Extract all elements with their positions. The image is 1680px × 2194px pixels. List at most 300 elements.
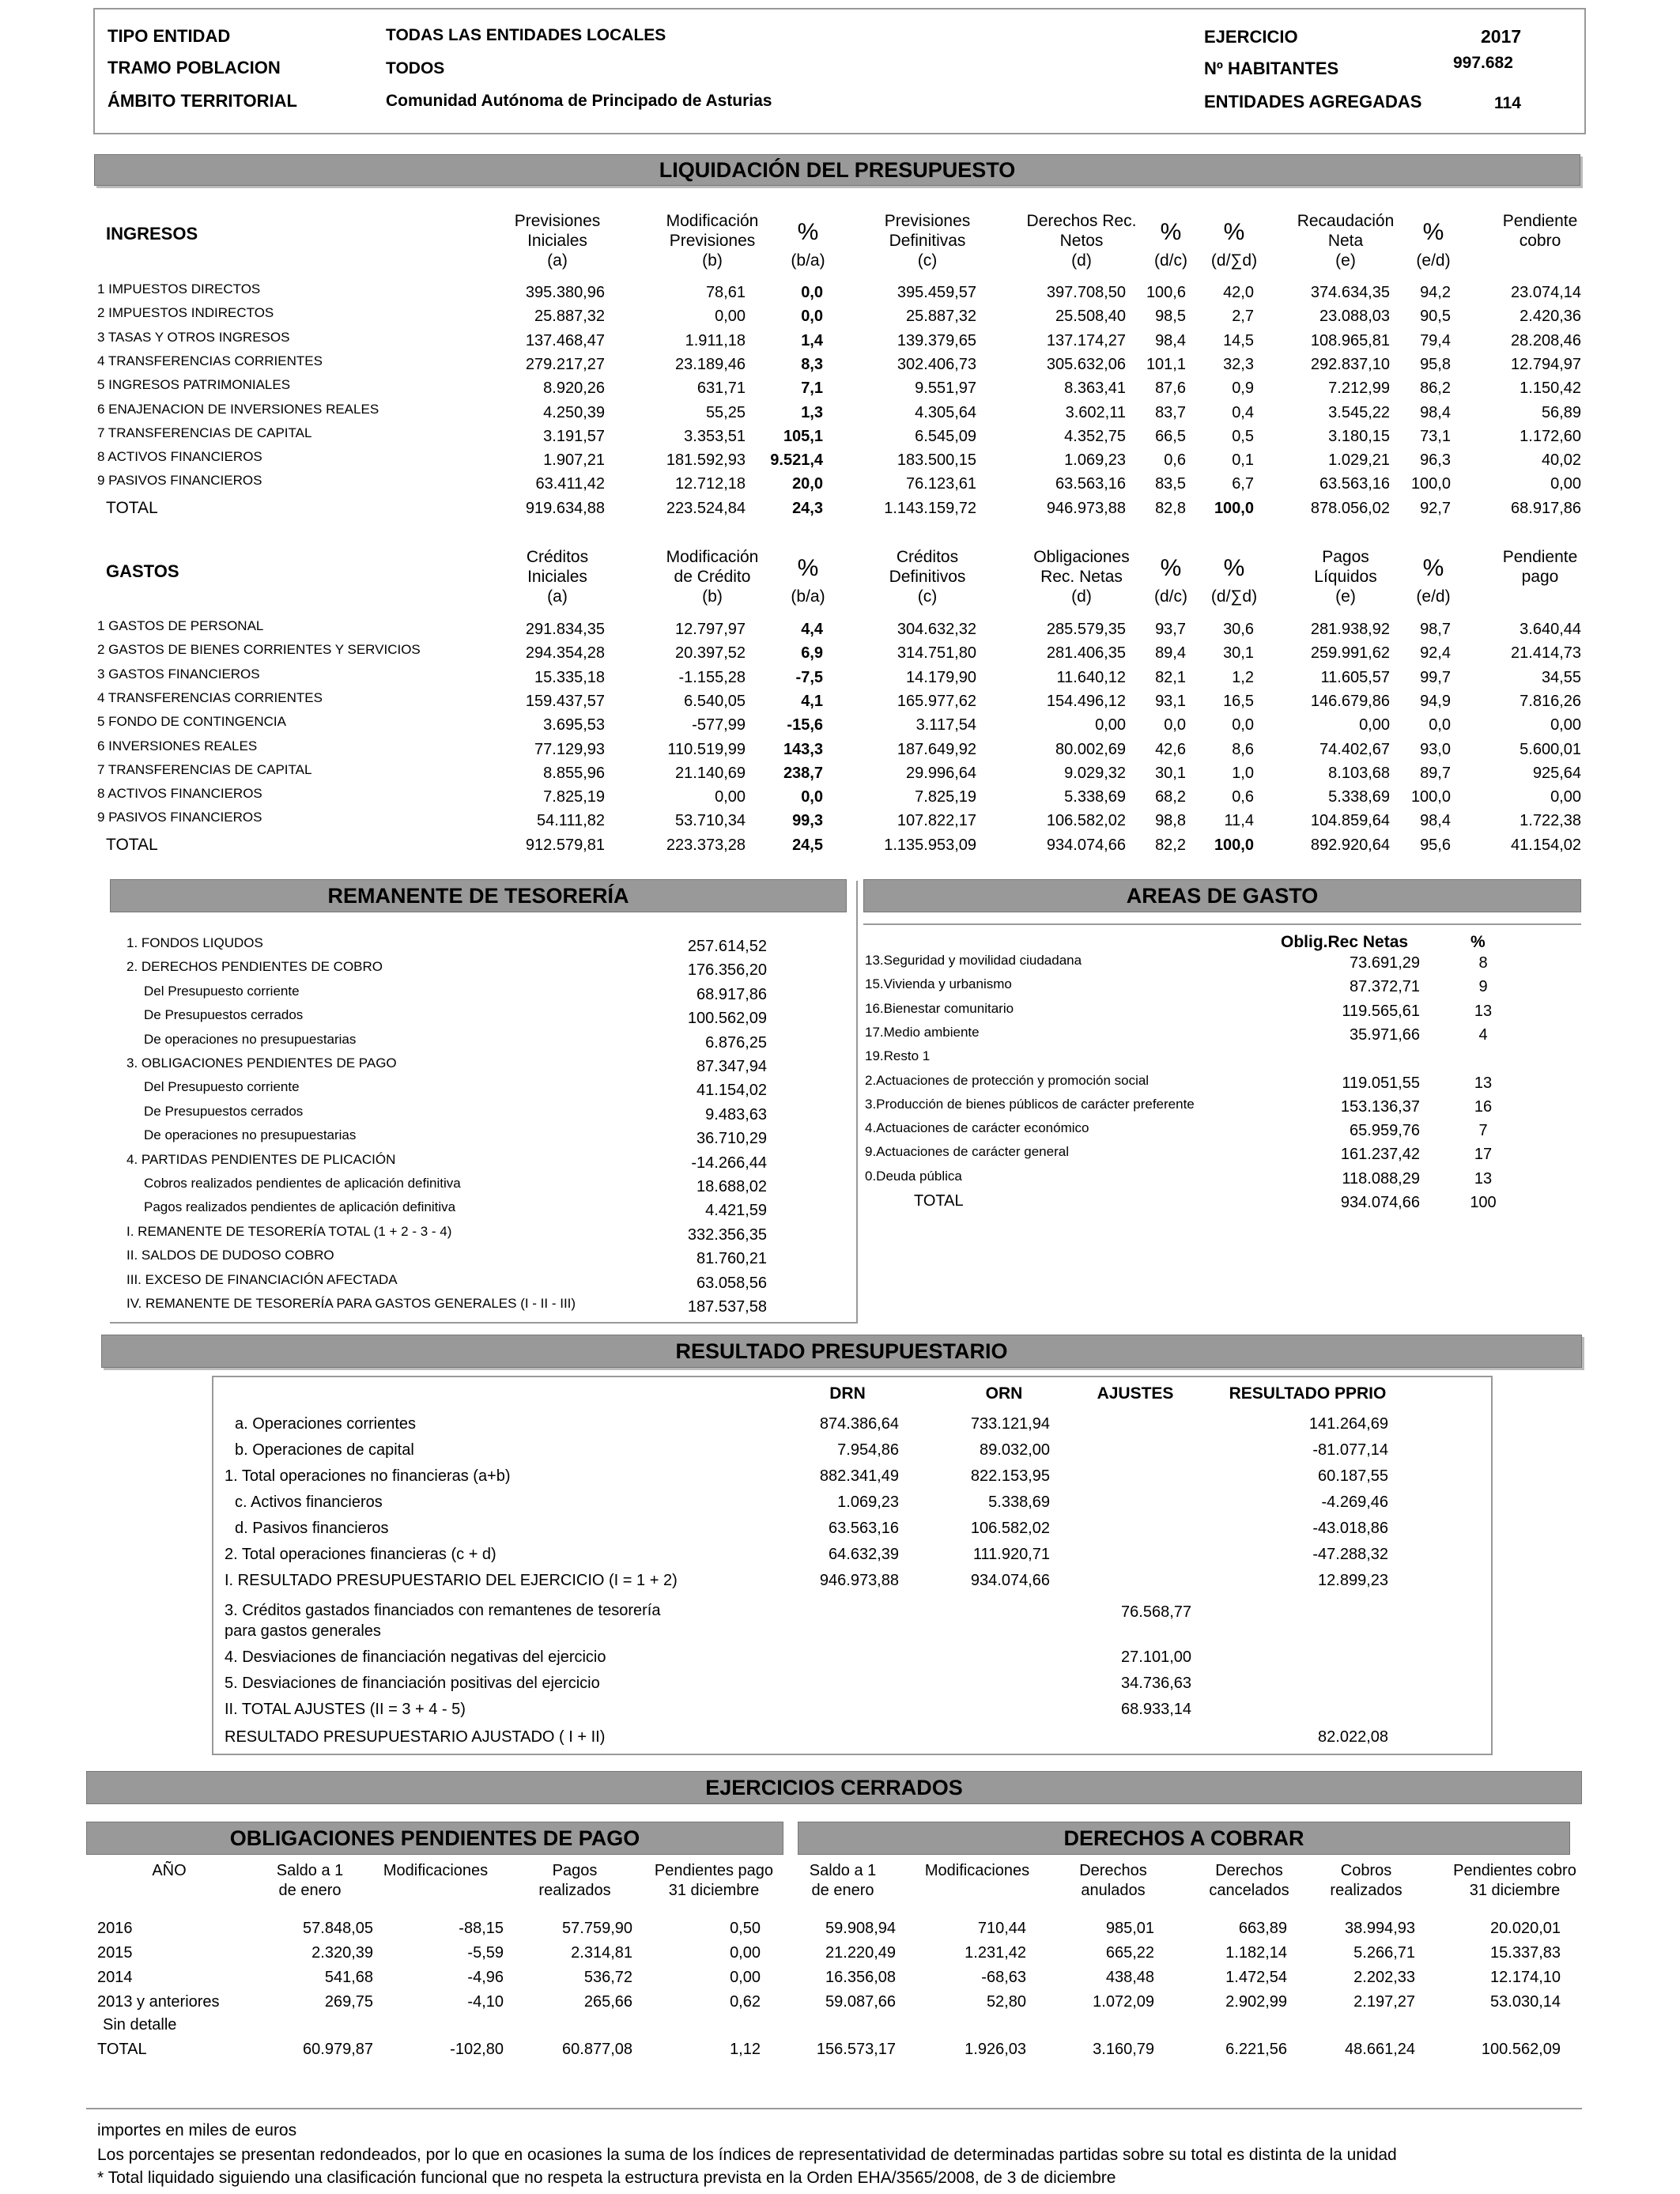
row-value: 0,00 [1550, 788, 1581, 806]
ingresos-col-0-code: (a) [547, 251, 568, 270]
remanente-value: 63.058,56 [697, 1274, 767, 1292]
gastos-col-0-title: Créditos [526, 548, 589, 566]
row-value: 6.545,09 [915, 427, 976, 445]
row-concept: 7 TRANSFERENCIAS DE CAPITAL [97, 425, 312, 440]
remanente-value: 36.710,29 [697, 1130, 767, 1148]
resultado-drn: 946.973,88 [819, 1572, 899, 1589]
row-value: 79,4 [1420, 331, 1451, 349]
row-value: 4,4 [801, 621, 823, 638]
row-value: 76.123,61 [906, 475, 976, 493]
row-value: 281.406,35 [1046, 644, 1126, 663]
row-value: 28.208,46 [1511, 331, 1581, 349]
row-value: 6,7 [1232, 475, 1254, 493]
row-value: 98,4 [1155, 331, 1186, 349]
gastos-col-5-code: (d/c) [1154, 587, 1187, 606]
row-value: 4.352,75 [1064, 427, 1126, 445]
row-value: 54.111,82 [536, 812, 605, 830]
table-row [0, 810, 1680, 833]
ingresos-col-3-code: (c) [917, 251, 938, 270]
total-value: 223.373,28 [666, 836, 746, 854]
row-value: 30,1 [1155, 764, 1186, 782]
resultado-title: RESULTADO PRESUPUESTARIO [101, 1335, 1582, 1368]
cerrados-value: 38.994,93 [1345, 1920, 1415, 1937]
cerrados-row [0, 1944, 1680, 1968]
row-value: 66,5 [1155, 427, 1186, 445]
row-value: 1,3 [801, 403, 823, 421]
cerrados-total-value: 3.160,79 [1093, 2041, 1154, 2058]
area-row [0, 1097, 1680, 1120]
row-value: 291.834,35 [525, 621, 605, 638]
row-value: 11,4 [1224, 812, 1254, 830]
area-label: 0.Deuda pública [865, 1168, 962, 1184]
area-row [0, 1169, 1680, 1192]
row-value: 137.174,27 [1046, 331, 1126, 349]
remanente-label: Del Presupuesto corriente [144, 983, 300, 999]
ingresos-col-3-title: Previsiones [884, 212, 971, 230]
gastos-col-4-title: Obligaciones [1033, 548, 1130, 566]
row-value: -15,6 [787, 716, 823, 734]
remanente-value: 6.876,25 [705, 1033, 767, 1052]
remanente-label: De operaciones no presupuestarias [144, 1031, 357, 1047]
row-value: 78,61 [705, 284, 746, 301]
resultado-drn: 7.954,86 [837, 1441, 899, 1459]
remanente-value: 257.614,52 [687, 938, 767, 955]
remanente-value: 87.347,94 [697, 1058, 767, 1075]
row-value: 98,7 [1420, 621, 1451, 638]
total-value: 912.579,81 [525, 836, 605, 854]
total-value: 82,8 [1155, 499, 1186, 517]
remanente-value: 9.483,63 [705, 1105, 767, 1123]
ingresos-label: INGRESOS [106, 224, 198, 244]
cerrados-value: 5.266,71 [1353, 1944, 1415, 1962]
row-value: 16,5 [1223, 692, 1254, 710]
resultado-label: c. Activos financieros [235, 1494, 383, 1511]
row-concept: 2 GASTOS DE BIENES CORRIENTES Y SERVICIOS [97, 642, 421, 658]
resultado-orn: 5.338,69 [988, 1494, 1050, 1511]
row-value: 92,4 [1420, 644, 1451, 663]
ingresos-col-7-code: (e) [1335, 251, 1356, 270]
row-value: 63.411,42 [535, 475, 605, 493]
resultado-bottom-line [212, 1754, 1493, 1755]
cerrados-value: 438,48 [1105, 1969, 1154, 1986]
area-value: 73.691,29 [1350, 954, 1420, 972]
gastos-col-3-code: (c) [917, 587, 938, 606]
footer-note-percent: Los porcentajes se presentan redondeados, por lo que en ocasiones la suma de los índices de representatividad de determinadas partidas sobre su total es distinta de la unidad [97, 2146, 1397, 2164]
total-value: 100,0 [1214, 836, 1254, 854]
agregadas-label: ENTIDADES AGREGADAS [1204, 92, 1422, 111]
table-row [0, 377, 1680, 401]
resultado-label: a. Operaciones corrientes [235, 1415, 417, 1433]
cerrados-year: 2015 [97, 1944, 133, 1962]
row-value: 110.519,99 [667, 740, 746, 758]
remanente-value: 81.760,21 [697, 1250, 767, 1268]
table-row [0, 402, 1680, 425]
cerrados-col-2-title: Modificaciones [383, 1862, 489, 1879]
row-value: 90,5 [1420, 308, 1451, 326]
remanente-bottom-line [110, 1322, 858, 1324]
cerrados-total-label: TOTAL [97, 2041, 147, 2058]
row-value: 9.521,4 [770, 451, 823, 470]
gastos-col-4-code: (d) [1071, 587, 1092, 606]
gastos-col-6-code: (d/∑d) [1210, 587, 1258, 606]
resultado-orn: 934.074,66 [970, 1572, 1050, 1589]
gastos-col-4-subtitle: Rec. Netas [1040, 568, 1123, 586]
row-value: 80.002,69 [1055, 740, 1126, 758]
row-value: 63.563,16 [1319, 475, 1390, 493]
remanente-value: 4.421,59 [705, 1202, 767, 1220]
total-value: 892.920,64 [1310, 836, 1390, 854]
row-concept: 1 IMPUESTOS DIRECTOS [97, 281, 261, 296]
row-value: 0,00 [1095, 716, 1126, 734]
cerrados-value: 0,62 [730, 1993, 761, 2011]
resultado-col-0: DRN [829, 1384, 866, 1403]
table-row [0, 425, 1680, 449]
row-value: 925,64 [1532, 764, 1581, 782]
resultado-drn: 874.386,64 [819, 1415, 899, 1433]
cerrados-col-7-subtitle: anulados [1081, 1882, 1146, 1899]
row-value: 8.855,96 [543, 764, 605, 782]
cerrados-value: 0,00 [730, 1969, 761, 1986]
row-value: 98,5 [1155, 308, 1186, 326]
row-value: 4,1 [801, 692, 823, 710]
resultado-res: -81.077,14 [1312, 1441, 1388, 1459]
total-value: 1.135.953,09 [884, 836, 976, 854]
row-value: 1.172,60 [1520, 427, 1581, 445]
row-value: 395.380,96 [525, 284, 605, 301]
row-value: 2.420,36 [1520, 308, 1581, 326]
row-value: 94,2 [1420, 284, 1451, 301]
total-value: 82,2 [1155, 836, 1186, 854]
resultado-orn: 106.582,02 [970, 1520, 1050, 1537]
habitantes-value: 997.682 [1453, 54, 1513, 72]
row-value: 159.437,57 [525, 692, 605, 710]
resultado-res: 12.899,23 [1318, 1572, 1388, 1589]
cerrados-value: 52,80 [986, 1993, 1026, 2011]
row-value: 0,0 [1164, 716, 1186, 734]
row-value: 302.406,73 [897, 355, 976, 373]
row-value: 108.965,81 [1310, 331, 1390, 349]
row-value: 73,1 [1420, 427, 1451, 445]
area-row [0, 1001, 1680, 1025]
remanente-label: De operaciones no presupuestarias [144, 1127, 357, 1143]
gastos-col-0-subtitle: Iniciales [527, 568, 587, 586]
cerrados-total-value: 1.926,03 [965, 2041, 1026, 2058]
row-value: 86,2 [1420, 380, 1451, 398]
habitantes-label: Nº HABITANTES [1204, 59, 1339, 78]
ambito-label: ÁMBITO TERRITORIAL [108, 91, 297, 111]
gastos-col-1-subtitle: de Crédito [674, 568, 751, 586]
cerrados-total-row [0, 2041, 1680, 2064]
cerrados-value: 20.020,01 [1490, 1920, 1561, 1937]
row-value: 63.563,16 [1055, 475, 1126, 493]
row-value: 12.797,97 [675, 621, 746, 638]
gastos-col-1-title: Modificación [666, 548, 759, 566]
ambito-value: Comunidad Autónoma de Principado de Asturias [386, 92, 772, 110]
row-value: 0,0 [801, 788, 823, 806]
row-value: 42,6 [1155, 740, 1186, 758]
area-value: 119.565,61 [1342, 1002, 1420, 1020]
footer-note-functional: * Total liquidado siguiendo una clasificación funcional que no respeta la estructura prevista en la Orden EHA/3565/2008, de 3 de diciembre [97, 2169, 1116, 2187]
ingresos-col-4-title: Derechos Rec. [1026, 212, 1137, 230]
row-value: 3.640,44 [1520, 621, 1581, 638]
row-value: 8.920,26 [543, 380, 605, 398]
row-value: 101,1 [1146, 355, 1186, 373]
liquidacion-title: LIQUIDACIÓN DEL PRESUPUESTO [94, 154, 1580, 186]
row-value: 181.592,93 [666, 451, 746, 470]
row-value: 165.977,62 [897, 692, 976, 710]
remanente-row [0, 1272, 1680, 1296]
gastos-col-7-subtitle: Líquidos [1314, 568, 1377, 586]
row-value: 314.751,80 [897, 644, 976, 663]
total-value: 878.056,02 [1310, 499, 1390, 517]
row-value: 20.397,52 [675, 644, 746, 663]
total-label: TOTAL [106, 835, 158, 854]
row-value: 15.335,18 [534, 668, 605, 686]
cerrados-value: 1.231,42 [965, 1944, 1026, 1962]
table-row [0, 690, 1680, 714]
remanente-value: 68.917,86 [697, 985, 767, 1003]
areas-col-oblig: Oblig.Rec Netas [1281, 933, 1409, 951]
resultado-orn: 822.153,95 [970, 1467, 1050, 1485]
area-value: 153.136,37 [1340, 1097, 1420, 1116]
row-value: 9.551,97 [915, 380, 976, 398]
gastos-col-6-pct: % [1223, 555, 1245, 581]
row-value: 7.825,19 [915, 788, 976, 806]
cerrados-value: 663,89 [1238, 1920, 1287, 1937]
area-label: 16.Bienestar comunitario [865, 1000, 1014, 1016]
row-value: 4.305,64 [915, 403, 976, 421]
cerrados-total-value: -102,80 [450, 2041, 504, 2058]
cerrados-value: -68,63 [981, 1969, 1026, 1986]
row-value: 8,3 [801, 355, 823, 373]
total-value: 95,6 [1420, 836, 1451, 854]
area-pct: 13 [1474, 1074, 1493, 1092]
area-label: 13.Seguridad y movilidad ciudadana [865, 953, 1082, 968]
total-value: 92,7 [1420, 499, 1451, 517]
row-value: 83,7 [1155, 403, 1186, 421]
cerrados-value: -88,15 [459, 1920, 504, 1937]
cerrados-title: EJERCICIOS CERRADOS [86, 1771, 1582, 1804]
row-value: 89,4 [1155, 644, 1186, 663]
row-value: 96,3 [1420, 451, 1451, 470]
row-value: 3.545,22 [1328, 403, 1390, 421]
row-value: 40,02 [1541, 451, 1581, 470]
area-label: 19.Resto 1 [865, 1048, 931, 1064]
row-value: 21.414,73 [1511, 644, 1581, 663]
resultado-orn: 111.920,71 [972, 1546, 1050, 1563]
resultado-row [0, 1415, 1680, 1439]
area-label: 9.Actuaciones de carácter general [865, 1144, 1069, 1160]
remanente-row [0, 1224, 1680, 1248]
table-row [0, 305, 1680, 329]
total-row [0, 497, 1680, 521]
row-value: 631,71 [697, 380, 746, 398]
obligaciones-title: OBLIGACIONES PENDIENTES DE PAGO [86, 1822, 783, 1855]
remanente-label: III. EXCESO DE FINANCIACIÓN AFECTADA [126, 1271, 398, 1287]
ingresos-col-6-pct: % [1223, 219, 1245, 245]
cerrados-row [0, 1969, 1680, 1992]
resultado-row [0, 1494, 1680, 1517]
resultado-col-3: RESULTADO PPRIO [1229, 1384, 1387, 1403]
resultado-label: 2. Total operaciones financieras (c + d) [225, 1546, 496, 1563]
row-value: 395.459,57 [897, 284, 976, 301]
row-value: 87,6 [1155, 380, 1186, 398]
row-value: 53.710,34 [675, 812, 746, 830]
ingresos-col-5-code: (d/c) [1154, 251, 1187, 270]
cerrados-total-value: 60.979,87 [303, 2041, 373, 2058]
row-concept: 8 ACTIVOS FINANCIEROS [97, 786, 262, 802]
area-row [0, 976, 1680, 1000]
remanente-title: REMANENTE DE TESORERÍA [110, 879, 847, 912]
row-value: 3.180,15 [1328, 427, 1390, 445]
row-value: 32,3 [1223, 355, 1254, 373]
total-label: TOTAL [106, 498, 158, 517]
row-value: 1.069,23 [1064, 451, 1126, 470]
cerrados-year: 2016 [97, 1920, 133, 1937]
row-value: 6.540,05 [684, 692, 746, 710]
remanente-row [0, 1296, 1680, 1320]
row-value: 154.496,12 [1046, 692, 1126, 710]
cerrados-row [0, 1920, 1680, 1943]
resultado-col-1: ORN [985, 1384, 1023, 1403]
resultado-drn: 64.632,39 [829, 1546, 899, 1563]
resultado-orn: 89.032,00 [980, 1441, 1050, 1459]
resultado-orn: 733.121,94 [970, 1415, 1050, 1433]
gastos-col-0-code: (a) [547, 587, 568, 606]
remanente-value: 18.688,02 [697, 1178, 767, 1195]
row-value: 5.338,69 [1328, 788, 1390, 806]
cerrados-value: 541,68 [324, 1969, 373, 1986]
row-value: 8,6 [1232, 740, 1254, 758]
cerrados-col-10-title: Pendientes cobro [1453, 1862, 1576, 1879]
area-value: 119.051,55 [1342, 1074, 1420, 1092]
cerrados-value: 21.220,49 [825, 1944, 896, 1962]
row-value: 42,0 [1223, 284, 1254, 301]
ingresos-col-6-code: (d/∑d) [1210, 251, 1258, 270]
row-value: 285.579,35 [1046, 621, 1126, 638]
resultado-res: -43.018,86 [1312, 1520, 1388, 1537]
row-value: 7,1 [801, 380, 823, 398]
row-value: 98,8 [1155, 812, 1186, 830]
area-pct: 8 [1478, 954, 1488, 972]
resultado-res: -4.269,46 [1321, 1494, 1388, 1511]
cerrados-value: 2.202,33 [1353, 1969, 1415, 1986]
cerrados-value: 0,00 [730, 1944, 761, 1962]
row-value: 25.887,32 [534, 308, 605, 326]
resultado-row [0, 1441, 1680, 1465]
row-value: 30,1 [1223, 644, 1254, 663]
tipo-entidad-value: TODAS LAS ENTIDADES LOCALES [386, 26, 666, 44]
remanente-label: Cobros realizados pendientes de aplicación definitiva [144, 1176, 461, 1191]
resultado-row [0, 1572, 1680, 1595]
row-value: 93,1 [1155, 692, 1186, 710]
remanente-value: 332.356,35 [687, 1225, 767, 1244]
ajuste-label: II. TOTAL AJUSTES (II = 3 + 4 - 5) [225, 1701, 466, 1718]
row-concept: 4 TRANSFERENCIAS CORRIENTES [97, 689, 323, 705]
area-label: 17.Medio ambiente [865, 1024, 980, 1040]
resultado-row [0, 1520, 1680, 1543]
table-row [0, 786, 1680, 810]
row-value: 100,0 [1410, 788, 1451, 806]
footer-line [86, 2108, 1582, 2109]
area-pct: 16 [1474, 1097, 1493, 1116]
cerrados-value: -5,59 [467, 1944, 504, 1962]
cerrados-total-value: 100.562,09 [1481, 2041, 1561, 2058]
area-row [0, 1048, 1680, 1072]
cerrados-value: 53.030,14 [1490, 1993, 1561, 2011]
row-value: 12.794,97 [1511, 355, 1581, 373]
row-value: 187.649,92 [897, 740, 976, 758]
cerrados-col-5-subtitle: de enero [811, 1882, 874, 1899]
ajuste-label: 5. Desviaciones de financiación positivas del ejercicio [225, 1675, 600, 1692]
ajuste-value: 27.101,00 [1121, 1648, 1191, 1666]
total-value: 68.917,86 [1511, 499, 1581, 517]
table-row [0, 667, 1680, 690]
cerrados-col-10-subtitle: 31 diciembre [1469, 1882, 1561, 1899]
area-pct: 13 [1474, 1169, 1493, 1188]
area-pct: 17 [1474, 1146, 1493, 1164]
cerrados-col-4-title: Pendientes pago [654, 1862, 774, 1879]
row-value: 0,0 [1232, 716, 1254, 734]
row-value: 3.602,11 [1065, 403, 1126, 421]
row-value: 23.189,46 [675, 355, 746, 373]
table-row [0, 738, 1680, 762]
ingresos-col-4-code: (d) [1071, 251, 1092, 270]
resultado-label: I. RESULTADO PRESUPUESTARIO DEL EJERCICIO (I = 1 + 2) [225, 1572, 678, 1589]
total-value: 24,3 [792, 499, 823, 517]
table-row [0, 618, 1680, 642]
area-row [0, 1073, 1680, 1097]
remanente-label: Pagos realizados pendientes de aplicación definitiva [144, 1199, 456, 1215]
row-value: -7,5 [795, 668, 823, 686]
resultado-label: b. Operaciones de capital [235, 1441, 414, 1459]
row-value: 0,00 [1550, 475, 1581, 493]
row-value: 83,5 [1155, 475, 1186, 493]
cerrados-value: -4,96 [467, 1969, 504, 1986]
area-row [0, 1025, 1680, 1048]
gastos-col-3-title: Créditos [896, 548, 959, 566]
cerrados-total-value: 156.573,17 [816, 2041, 896, 2058]
row-value: 93,7 [1155, 621, 1186, 638]
row-value: 0,00 [1359, 716, 1390, 734]
areas-top-line [863, 923, 1581, 925]
row-concept: 8 ACTIVOS FINANCIEROS [97, 449, 262, 465]
row-value: 7.816,26 [1520, 692, 1581, 710]
row-value: 7.825,19 [543, 788, 605, 806]
row-value: 6,9 [801, 644, 823, 663]
row-value: 14.179,90 [906, 668, 976, 686]
area-label: 3.Producción de bienes públicos de carácter preferente [865, 1096, 1195, 1112]
gastos-col-7-title: Pagos [1322, 548, 1369, 566]
cerrados-col-4-subtitle: 31 diciembre [668, 1882, 760, 1899]
cerrados-value: 536,72 [583, 1969, 632, 1986]
remanente-label: 1. FONDOS LIQUDOS [126, 935, 263, 950]
gastos-col-1-code: (b) [702, 587, 723, 606]
table-row [0, 762, 1680, 786]
ingresos-col-7-title: Recaudación [1297, 212, 1395, 230]
row-value: 100,0 [1410, 475, 1451, 493]
row-value: 82,1 [1155, 668, 1186, 686]
row-value: 305.632,06 [1046, 355, 1126, 373]
resultado-top-line [212, 1376, 1493, 1377]
area-row [0, 1120, 1680, 1144]
row-value: 107.822,17 [897, 812, 976, 830]
row-value: 105,1 [783, 427, 823, 445]
area-value: 35.971,66 [1350, 1025, 1420, 1044]
tramo-value: TODOS [386, 59, 445, 77]
row-value: 397.708,50 [1046, 284, 1126, 301]
row-value: 8.103,68 [1328, 764, 1390, 782]
